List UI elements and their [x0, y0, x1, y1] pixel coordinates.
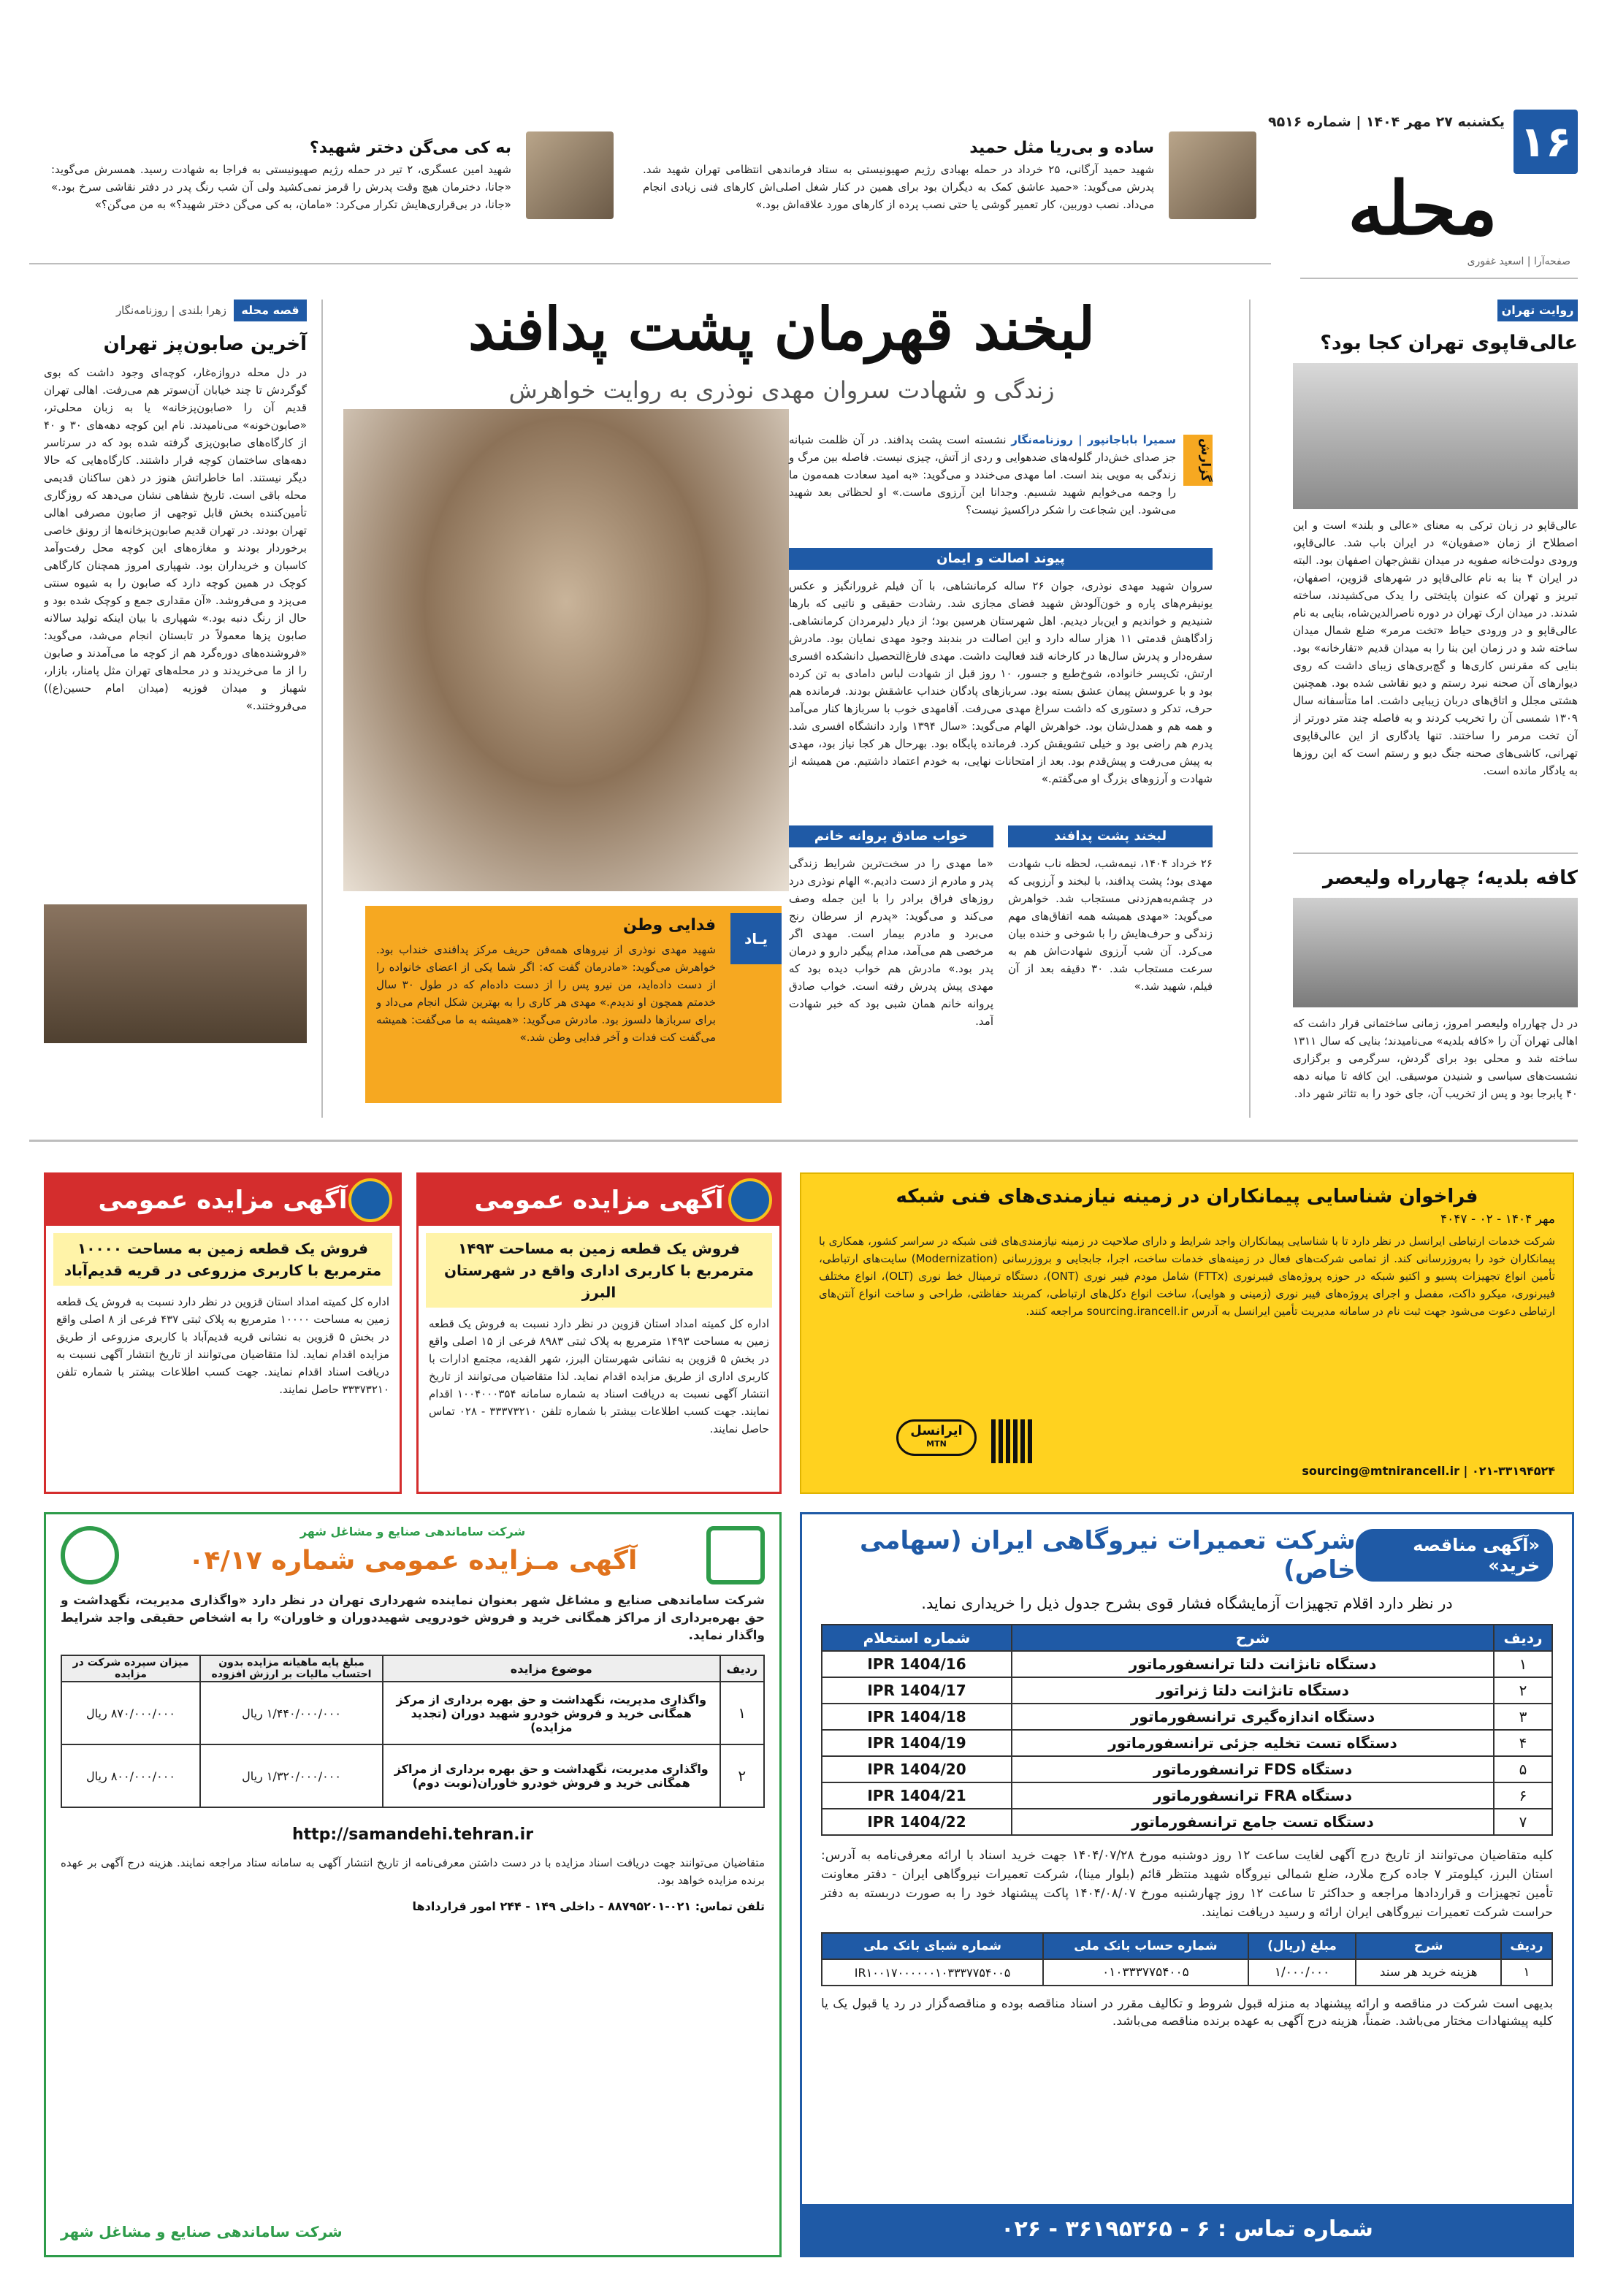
ad-auction-1	[416, 1172, 782, 1494]
samandehi-col: مبلغ پایه ماهیانه مزایده بدون احتساب مالیات بر ارزش افزوده	[200, 1655, 383, 1682]
sidebar-body-2: در دل چهارراه ولیعصر امروز، زمانی ساختمانی قرار داشت که اهالی تهران آن را «کافه بلدیه» می‌نامیدند؛ بنایی که سال ۱۳۱۱ ساخته شد و محلی بود برای گردش، سرگرمی و برگزاری نشست‌های سیاسی و شنیدن موسیقی. این کافه تا میانه دهه ۴۰ پابرجا بود و پس از تخریب آن، جای خود را به تئاتر شهر داد.	[1293, 1017, 1578, 1100]
pay-col: شماره حساب بانک ملی	[1043, 1933, 1248, 1959]
table-cell: دستگاه اندازه‌گیری ترانسفورماتور	[1012, 1704, 1494, 1730]
irancell-logo-text: ایرانسل	[910, 1423, 963, 1438]
column-author: زهرا بلندی | روزنامه‌نگار	[115, 304, 226, 317]
portrait-photo	[526, 131, 614, 219]
sidebar-kicker: روایت تهران	[1497, 300, 1578, 321]
table-cell: هزینه خرید هر سند	[1356, 1959, 1501, 1986]
samandehi-intro: شرکت ساماندهی صنایع و مشاغل شهر بعنوان نماینده شهرداری تهران در نظر دارد «واگذاری مدیریت، نگهداشت و حق بهره‌برداری از مراکز همگانی خرید و فروش خودرویی شهیددوران و خاوران» را به اشخاص حقیقی واجد شرایط واگذار نماید.	[61, 1593, 765, 1643]
tender-col-desc: شرح	[1012, 1625, 1494, 1651]
tehran-logo-icon	[61, 1526, 119, 1584]
table-row	[822, 1756, 1552, 1782]
quote-title: فدایی وطن	[622, 916, 716, 934]
auction1-header: آگهی مزایده عمومی	[419, 1175, 779, 1226]
table-cell: ۱/۳۲۰/۰۰۰/۰۰۰ ریال	[200, 1744, 383, 1807]
irancell-logo	[896, 1419, 977, 1456]
auction1-body: اداره کل کمیته امداد استان قزوین در نظر دارد نسبت به فروش یک قطعه زمین به مساحت ۱۴۹۳ مترمربع به پلاک ثبتی ۸۹۸۳ فرعی از ۱۵ اصلی واقع در بخش ۵ قزوین به نشانی شهرستان البرز، شهر القدیه، مجتمع ادارات با کاربری اداری از طریق مزایده اقدام نماید. لذا متقاضیان می‌توانند از تاریخ انتشار آگهی نسبت به دریافت اسناد به شماره سامانه ۱۰۰۴۰۰۰۳۵۴ اقدام نمایند. جهت کسب اطلاعات بیشتر با شماره تلفن ۳۳۳۷۳۲۱۰ - ۰۲۸ تماس حاصل نمایند.	[429, 1317, 769, 1435]
samandehi-website[interactable]: http://samandehi.tehran.ir	[291, 1826, 534, 1844]
table-cell: ۳	[1494, 1704, 1552, 1730]
top-story-left	[44, 110, 614, 241]
ad-irancell	[800, 1172, 1574, 1494]
table-cell: دستگاه تست تخلیه جزئی ترانسفورماتور	[1012, 1730, 1494, 1756]
main-author: سمیرا باباجانپور | روزنامه‌نگار	[1011, 433, 1176, 446]
table-cell: دستگاه FDS ترانسفورماتور	[1012, 1756, 1494, 1782]
martyr-portrait	[343, 409, 789, 891]
samandehi-notes: متقاضیان می‌توانند جهت دریافت اسناد مزایده با در دست داشتن معرفی‌نامه از تاریخ انتشار آگهی به سامانه ستاد مراجعه نمایند. هزینه درج آگهی بر عهده برنده مزایده خواهد بود.	[61, 1856, 765, 1887]
samandehi-table	[61, 1655, 765, 1808]
quote-body: شهید مهدی نوذری از نیروهای همه‌فن حریف مرکز پدافندی خنداب بود. خواهرش می‌گوید: «مادرمان گفت که: اگر شما یکی از اعضای خانواده را از دست داده‌اید، من نیرو پس را از دست داده‌ام که در طول ۳۰ سال خدمتم همچون او ندیدم.» مهدی هر کاری را به بهترین شکل انجام می‌داد و برای سربازها دلسوز بود. مادرش می‌گوید: «همیشه به ما می‌گفت: همیشه می‌گفت کت فدات و آخر فدایی وطن شد.»	[376, 943, 716, 1044]
auction2-body: اداره کل کمیته امداد استان قزوین در نظر دارد نسبت به فروش یک قطعه زمین به مساحت ۱۰۰۰۰ مترمربع به پلاک ثبتی ۴۳۷ فرعی از ۸ اصلی واقع در بخش ۵ قزوین به نشانی قریه قدیم‌آباد با کاربری مزروعی از طریق مزایده اقدام نماید. لذا متقاضیان می‌توانند از تاریخ انتشار آگهی نسبت به دریافت اسناد اقدام نمایند. جهت کسب اطلاعات بیشتر با شماره تلفن ۳۳۳۷۳۲۱۰ حاصل نمایند.	[56, 1295, 389, 1396]
sidebar-title-2: کافه بلدیه؛ چهارراه ولیعصر	[1322, 867, 1578, 889]
table-row	[822, 1677, 1552, 1704]
table-cell: ۵	[1494, 1756, 1552, 1782]
auction1-subhead: فروش یک قطعه زمین به مساحت ۱۴۹۳ مترمربع با کاربری اداری واقع در شهرستان البرز	[426, 1233, 772, 1308]
sidebar-right	[1293, 300, 1578, 1118]
tender-conditions: کلیه متقاضیان می‌توانند از تاریخ درج آگهی لغایت ساعت ۱۲ روز دوشنبه مورخ ۱۴۰۴/۰۷/۲۸ جهت خرید اسناد با ارائه معرفی‌نامه به آدرس: استان البرز، کیلومتر ۷ جاده کرج ملارد، ضلع شمالی نیروگاه شهید منتظر قائم (بلوار مینا)، شرکت تعمیرات نیروگاهی ایران - دفتر معاونت تأمین تجهیزات و قراردادها مراجعه و حداکثر تا ساعت ۱۲ روز چهارشنبه مورخ ۱۴۰۴/۰۸/۰۷ پاکت پیشنهاد خود را به صورت دربسته به دفتر حراست شرکت تعمیرات نیروگاهی ایران ارائه و رسید دریافت نمایند.	[821, 1848, 1553, 1920]
table-cell: IPR 1404/22	[822, 1809, 1012, 1835]
column-title: آخرین صابون‌پز تهران	[103, 333, 307, 355]
table-row	[822, 1809, 1552, 1835]
samandehi-header: آگهی مـزایده عمومی شماره ۰۴/۱۷	[188, 1546, 638, 1576]
sec3-title: خواب صادق پروانه خانم	[789, 825, 993, 847]
top-story-mid	[635, 110, 1256, 241]
table-row	[61, 1682, 764, 1744]
emblem-icon	[728, 1178, 772, 1222]
table-row	[822, 1959, 1552, 1986]
table-cell: IPR 1404/20	[822, 1756, 1012, 1782]
table-cell: دستگاه تست جامع ترانسفورماتور	[1012, 1809, 1494, 1835]
table-cell: IPR 1404/18	[822, 1704, 1012, 1730]
table-cell: IR۱۰۰۱۷۰۰۰۰۰۰۱۰۳۳۳۷۷۵۴۰۰۵	[822, 1959, 1043, 1986]
samandehi-org: شرکت ساماندهی صنایع و مشاغل شهر	[299, 1525, 526, 1538]
main-subtitle: زندگی و شهادت سروان مهدی نوذری به روایت خواهرش	[508, 376, 1055, 404]
irancell-logo-sub: MTN	[926, 1439, 947, 1449]
top-story-mid-title: ساده و بی‌ریا مثل حمید	[969, 139, 1154, 157]
quote-kicker: یـاد	[730, 913, 782, 964]
soap-shop-photo	[44, 904, 307, 1043]
table-cell: ۲	[1494, 1677, 1552, 1704]
main-title: لبخند قهرمان پشت پدافند	[467, 294, 1096, 363]
tender-company: شرکت تعمیرات نیروگاهی ایران (سهامی خاص)	[860, 1526, 1356, 1584]
cafe-baladieh-photo	[1293, 898, 1578, 1007]
table-cell: ۱	[1494, 1651, 1552, 1677]
table-cell: واگذاری مدیریت، نگهداشت و حق بهره برداری از مرکز همگانی خرید و فروش خودرو شهید دوران (تجدید مزایده)	[383, 1682, 720, 1744]
pay-col: شرح	[1356, 1933, 1501, 1959]
ad-tender	[800, 1512, 1574, 2257]
irancell-body: شرکت خدمات ارتباطی ایرانسل در نظر دارد تا با شناسایی پیمانکاران واجد شرایط و دارای صلاحیت در زمینه نیازمندی‌های فنی شبکه در سراسر کشور، همکاری با پیمانکاران خود را به‌روزرسانی کند. از تمامی شرکت‌های فعال در زمینه‌های خدمات ساخت، اجرا، جابجایی و بروزرسانی (Modernization) سایت‌های ارتباطی، تأمین انواع تجهیزات پسیو و اکتیو شبکه در حوزه پروژه‌های فیبرنوری (FTTx) شامل مودم فیبر نوری (ONT)، دستگاه ترمینال خط نوری (OLT)، انواع مختلف فیبرنوری، میکرو داکت، مفصل و اجرای پروژه‌های فیبر نوری (زمینی و هوایی)، ساخت انواع دکل‌های ارتباطی، کمربند حفاظتی، طراحی و ساخت انواع آنتن‌های ارتباطی دعوت می‌شود جهت ثبت نام در سامانه مدیریت تأمین ایرانسل به آدرس sourcing.irancell.ir مراجعه کنند.	[819, 1235, 1555, 1318]
sidebar-title: عالی‌قاپوی تهران کجا بود؟	[1320, 332, 1578, 354]
main-kicker: گزارش	[1183, 435, 1213, 486]
samandehi-footer: شرکت ساماندهی صنایع و مشاغل شهر	[61, 2223, 343, 2240]
table-cell: ۱	[720, 1682, 764, 1744]
samandehi-col: ردیف	[720, 1655, 764, 1682]
samandehi-phone: تلفن تماس: ۰۲۱-۸۸۷۹۵۲۰۱ - داخلی ۱۴۹ - ۲۴۴ امور قراردادها	[412, 1899, 765, 1913]
sec2-body: ۲۶ خرداد ۱۴۰۴، نیمه‌شب، لحظه ناب شهادت مهدی بود؛ پشت پدافند، با لبخند و آرزویی که در چشم‌به‌هم‌زدنی مستجاب شد. خواهرش می‌گوید: «مهدی همیشه همه اتفاق‌های مهم زندگی و حرف‌هایش را با شوخی و خنده بیان می‌کرد. آن شب آرزوی شهادت‌اش هم به سرعت مستجاب شد. ۳۰ دقیقه بعد از آن فیلم، شهید شد.»	[1008, 857, 1213, 993]
column-left	[44, 300, 307, 1118]
table-cell: واگذاری مدیریت، نگهداشت و حق بهره برداری از مراکز همگانی خرید و فروش خودرو خاوران(نوبت دوم)	[383, 1744, 720, 1807]
top-story-left-title: به کی می‌گن دختر شهید؟	[309, 139, 511, 157]
quote-box	[365, 906, 782, 1103]
table-cell: دستگاه تانژانت دلتا ژنراتور	[1012, 1677, 1494, 1704]
qr-code-icon	[991, 1419, 1035, 1463]
column-kicker: قصه محله	[234, 300, 307, 321]
ad-samandehi	[44, 1512, 782, 2257]
section-logo: محله	[1348, 165, 1497, 251]
tender-table	[821, 1624, 1553, 1836]
ad-auction-2	[44, 1172, 402, 1494]
tender-payment-table	[821, 1932, 1553, 1986]
main-lead-text: نشسته است پشت پدافند. در آن ظلمت شبانه جز صدای خش‌دار گلوله‌های ضدهوایی و ردی از آتش، چیزی نیست. فاصله بین مرگ و زندگی به مویی بند است. اما مهدی می‌خندد و می‌گوید: «به امید سعادت همه‌مون ما را وجمه می‌خوایم شهید شسیم. وجدانا این آرزوی ماست.» او لحظاتی بعد شهید می‌شود. این شجاعت را شکر دراکسیژ نیست؟	[789, 433, 1176, 516]
table-row	[822, 1730, 1552, 1756]
portrait-photo	[1169, 131, 1256, 219]
irancell-header: فراخوان شناسایی پیمانکاران در زمینه نیازمندی‌های فنی شبکه	[896, 1186, 1478, 1208]
table-cell: ۴	[1494, 1730, 1552, 1756]
table-cell: IPR 1404/21	[822, 1782, 1012, 1809]
sec2-title: لبخند پشت پدافند	[1008, 825, 1213, 847]
table-cell: IPR 1404/17	[822, 1677, 1012, 1704]
emblem-icon	[348, 1178, 392, 1222]
page-editor: صفحه‌آرا | اسعید غفوری	[1467, 256, 1570, 267]
auction2-subhead: فروش یک قطعه زمین به مساحت ۱۰۰۰۰ مترمربع با کاربری مزروعی در قریه قدیم‌آباد	[53, 1233, 392, 1286]
samandehi-col: میزان سپرده شرکت در مزایده	[61, 1655, 200, 1682]
tender-badge: «آگهی مناقصه خرید»	[1356, 1529, 1553, 1582]
table-cell: ۱	[1501, 1959, 1552, 1986]
tender-footer-note: بدیهی است شرکت در مناقصه و ارائه پیشنهاد به منزله قبول شروط و تکالیف مقرر در اسناد مناقصه بوده و مناقصه‌گزار در رد یا قبول یک یا کلیه پیشنهادات مختار می‌باشد. ضمناً، هزینه درج آگهی به عهده برنده مناقصه می‌باشد.	[821, 1996, 1553, 2029]
table-cell: IPR 1404/19	[822, 1730, 1012, 1756]
table-cell: دستگاه FRA ترانسفورماتور	[1012, 1782, 1494, 1809]
main-lead	[789, 431, 1176, 519]
pay-col: ردیف	[1501, 1933, 1552, 1959]
samandehi-logo-icon	[706, 1526, 765, 1584]
column-body: در دل محله دروازه‌غار، کوچه‌ای وجود داشت که بوی گوگردش تا چند خیابان آن‌سوتر هم می‌رفت. اهالی تهران قدیم آن را «صابون‌پزخانه» یا به زبان محلی‌تر، «صابون‌خونه» می‌نامیدند. نام این کوچه دهه‌های ۳۰ و ۴۰ از کارگاه‌های صابون‌پزی گرفته شده بود که در سرتاسر دهه‌های ساختمان کوچه قرار داشتند. کارگاه‌هایی که حالا دیگر نیستند. اما خاطراتش هنوز در ذهن ساکنان قدیمی محله باقی است. تاریخ شفاهی نشان می‌دهد که روزگاری تأمین‌کننده بخش قابل توجهی از صابون مصرفی اهالی تهران بودند. در تهران قدیم صابون‌پزخانه‌ها از رونق خاصی برخوردار بودند و مغازه‌های این کوچه محل رفت‌وآمد کاسبان و خریداران بود. شهپاری امروز همچنان کارگاهی کوچک در همین کوچه دارد که صابون را به شیوه سنتی می‌پزد و می‌فروشد. «آن مقداری جمع و کوچک شده بود و حال از رنگ دنبه بود.» شهپاری با بیان اینکه تولید سالانه صابون پزها معمولاً در تابستان انجام می‌شد، می‌گوید: «فروشنده‌های دوره‌گرد هم از کوچه ما می‌آمدند و صابون را از ما می‌خریدند و در محله‌های تهران مثل پامنار، بازار، شهباز و میدان فوزیه (میدان امام حسین(ع)) می‌فروختند.»	[44, 366, 307, 712]
table-cell: IPR 1404/16	[822, 1651, 1012, 1677]
table-row	[822, 1782, 1552, 1809]
table-cell: ۱/۴۴۰/۰۰۰/۰۰۰ ریال	[200, 1682, 383, 1744]
table-row	[822, 1704, 1552, 1730]
top-story-left-body: شهید امین عسگری، ۲ تیر در حمله رژیم صهیونیستی به فراجا به شهادت رسید. همسرش می‌گوید: «جانا، دخترمان هیچ وقت پدرش را قرمز نمی‌کشید ولی آن شب رنگ پدر در دفتر نقاشی سرخ بود.» «جانا، در بی‌قراری‌هایش تکرار می‌کرد: «مامان، به کی می‌گن دختر شهید؟» به من می‌گن؟»	[51, 163, 512, 211]
tender-col-row: ردیف	[1494, 1625, 1552, 1651]
aliqapu-photo	[1293, 363, 1578, 509]
sec1-body: سروان شهید مهدی نوذری، جوان ۲۶ ساله کرمانشاهی، با آن فیلم غرورانگیز و عکس یونیفرم‌های پاره و خون‌آلودش شهید فضای مجازی شد. رشادت حقیقی و ناتیی که بارها شنیدیم و خواندیم و این‌بار دیدیم. اهل شهرستان هرسین بود؛ از دیار دلیرمردان کرمانشاهی. زادگاهش قدمتی ۱۱ هزار ساله دارد و این اصالت در بند‌بند وجود مهدی نمایان بود. مادرش سفره‌دار و پدرش سال‌ها در کارخانه قند فعالیت داشت. مهدی فارغ‌التحصیل دانشکده افسری ارتش، تک‌پسر خانواده، شوخ‌طبع و جسور، ۱۰ روز قبل از شهادت لباس دامادی به تن کرده بود و با عروسش پیمان عشق بسته بود. سربازهای پادگان خنداب عاشقش بودند. فرمانده هم حرف، تدکر و دستوری که داشت سراغ مهدی می‌رفت. آقامهدی خوب با سربازها کنار می‌آمد و همه هم و همدل‌شان بود. خواهرش الهام می‌گوید: «سال ۱۳۹۴ وارد دانشگاه افسری شد. پدرم هم راضی بود و خیلی تشویقش کرد. فرمانده پایگاه بود. بهرحال هر کجا نیاز بود، مهدی به پیش می‌رفت و پیش‌قدم بود. بعد از امتحانات نهایی، به خودم اعتماد داشتیم. من همیشه از شهادت و آرزوهای بزرگ او می‌گفتم.»	[789, 579, 1213, 785]
sec3-body: «ما مهدی را در سخت‌ترین شرایط زندگی پدر و مادرم از دست دادیم.» الهام نوذری درد روزهای فراق برادر را با این جمله وصف می‌کند و می‌گوید: «پدرم از سرطان رنج می‌برد و مادرم بیمار است. مهدی اگر مرخصی هم می‌آمد، مدام پیگیر دارو و درمان پدر بود.» مادرش هم خواب دیده بود که مهدی پیش پدرش رفته است. خواب صادق پروانه خانم همان شبی بود که خبر شهادت آمد.	[789, 857, 993, 1028]
table-cell: دستگاه تانژانت دلتا ترانسفورماتور	[1012, 1651, 1494, 1677]
table-cell: ۲	[720, 1744, 764, 1807]
page-number-badge: ۱۶	[1514, 110, 1578, 174]
table-cell: ۷	[1494, 1809, 1552, 1835]
table-row	[61, 1744, 764, 1807]
table-cell: ۶	[1494, 1782, 1552, 1809]
table-cell: ۰۱۰۳۳۳۷۷۵۴۰۰۵	[1043, 1959, 1248, 1986]
irancell-ref: مهر ۱۴۰۴ - ۰۲ - ۴۰۴۷	[1440, 1212, 1555, 1227]
tender-phone: شماره تماس : ۶ - ۳۶۱۹۵۳۶۵ - ۰۲۶	[802, 2204, 1572, 2255]
table-cell: ۸۷۰/۰۰۰/۰۰۰ ریال	[61, 1682, 200, 1744]
top-story-mid-body: شهید حمید آرگانی، ۲۵ خرداد در حمله بهبادی رژیم صهیونیستی به ستاد فرماندهی انتظامی تهران شهید شد. پدرش می‌گوید: «حمید عاشق کمک به دیگران بود برای همین در کنار شغل اصلی‌اش کارهای فنی زیادی انجام می‌داد. نصب دوربین، کار تعمیر گوشی یا حتی نصب پرده از کارهای مورد علاقه‌اش بود.»	[643, 163, 1154, 211]
sidebar-body: عالی‌قاپو در زبان ترکی به معنای «عالی و بلند» است و این اصطلاح از زمان «صفویان» در ایران باب شد. عالی‌قاپو، ورودی دولت‌خانه صفویه در میدان نقش‌جهان اصفهان بود. البته در ایران ۴ بنا به نام عالی‌قاپو در شهرهای قزوین، اصفهان، تبریز و تهران که عنوان پایتختی را یدک می‌کشیدند، ساخته شدند. در میدان ارک تهران در دوره ناصرالدین‌شاه، بنایی به نام عالی‌قاپو و در ورودی حیاط «تخت مرمر» ضلع شمال میدان ساخته شد و در زمان این بنا را به میدان قدیم «تقارخانه» بود. بنایی که مقرنس کاری‌ها و گچ‌بری‌های زیبای داشت که روی دیوارهای آن صحنه نبرد رستم و دیو نقاشی شده بود. همچنین هشتی مجلل و اتاق‌های دربان زیبایی داشت. اما متأسفانه سال ۱۳۰۹ شمسی آن را تخریب کردند و به فاصله چند متر دورتر از آن تخت مرمر را ساختند. تنها یادگاری از این عالی‌قاپوی تهرانی، کاشی‌های صحنه جنگ دیو و رستم است که این روزها به یادگار مانده است.	[1293, 519, 1578, 777]
irancell-contact: sourcing@mtnirancell.ir | ۰۲۱-۳۳۱۹۴۵۲۴	[1302, 1464, 1555, 1478]
samandehi-col: موضوع مزایده	[383, 1655, 720, 1682]
tender-col-code: شماره استعلام	[822, 1625, 1012, 1651]
tender-intro: در نظر دارد اقلام تجهیزات آزمایشگاه فشار قوی بشرح جدول ذیل را خریداری نماید.	[921, 1595, 1453, 1612]
auction2-header: آگهی مزایده عمومی	[46, 1175, 400, 1226]
date-line: یکشنبه ۲۷ مهر ۱۴۰۴ | شماره ۹۵۱۶	[1267, 114, 1505, 130]
table-cell: ۱/۰۰۰/۰۰۰	[1248, 1959, 1356, 1986]
table-row	[822, 1651, 1552, 1677]
sec1-title: پیوند اصالت و ایمان	[789, 548, 1213, 570]
pay-col: شماره شبای بانک ملی	[822, 1933, 1043, 1959]
table-cell: ۸۰۰/۰۰۰/۰۰۰ ریال	[61, 1744, 200, 1807]
pay-col: مبلغ (ریال)	[1248, 1933, 1356, 1959]
